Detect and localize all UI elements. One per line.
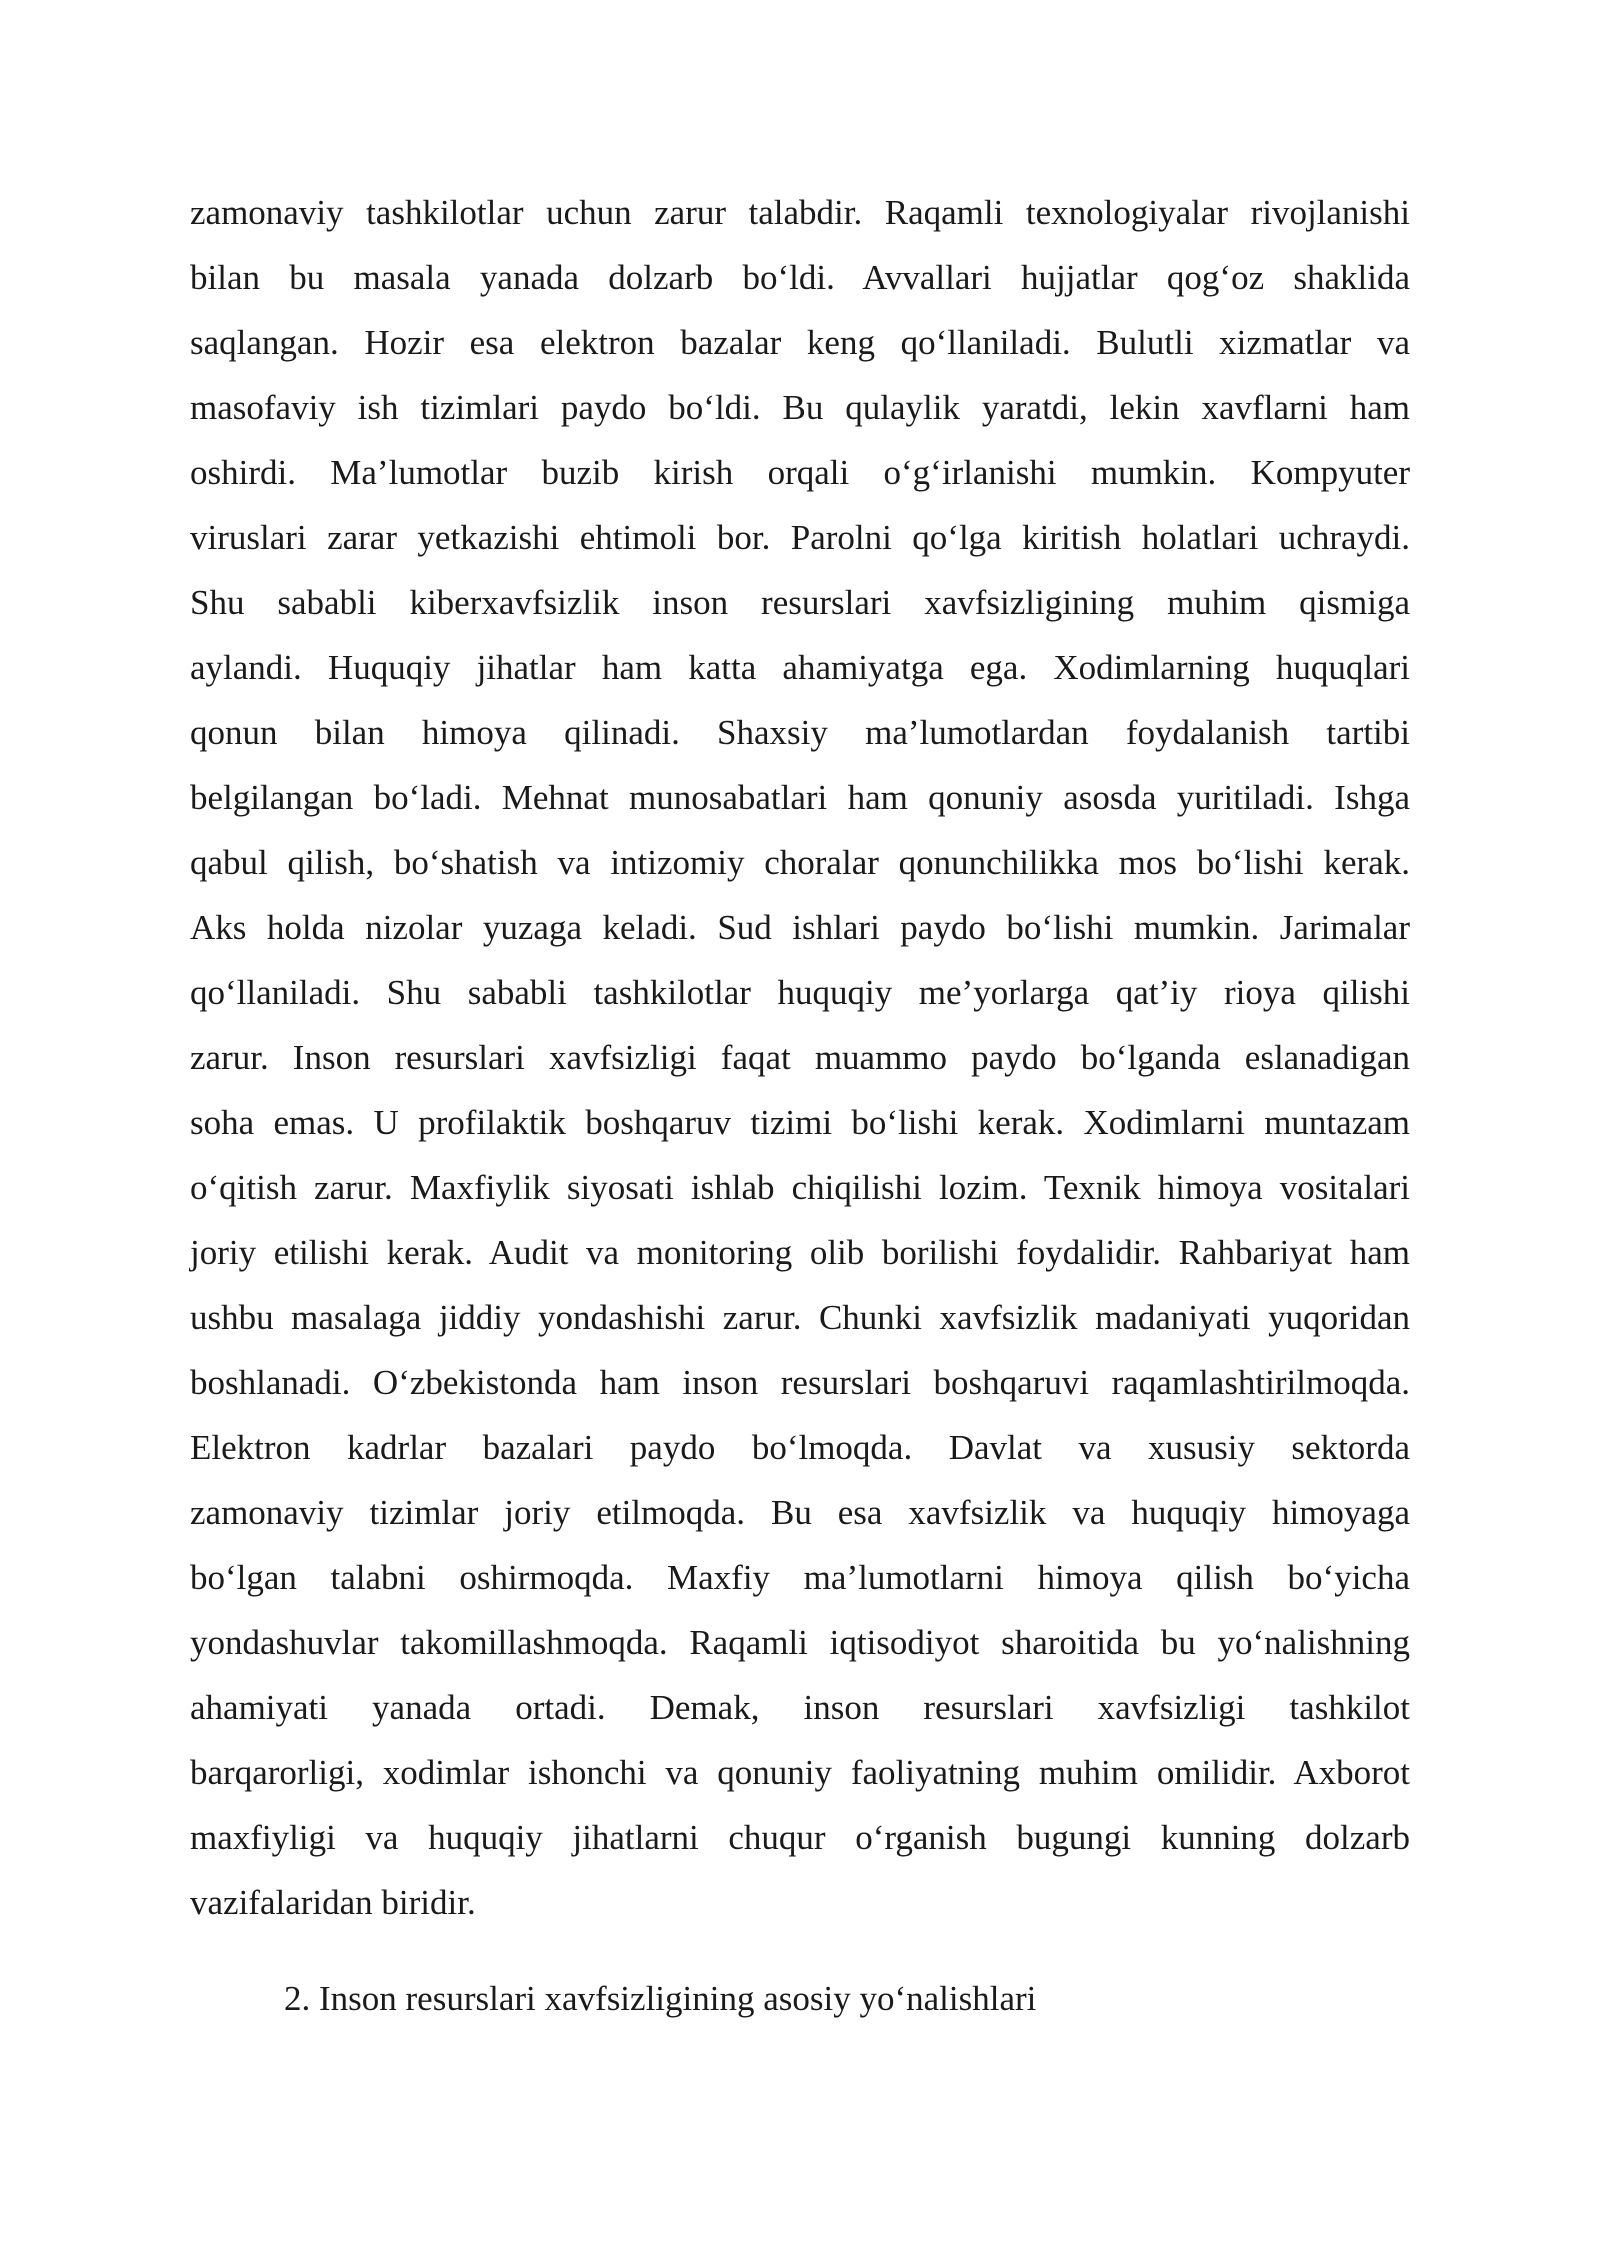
paragraph-line: boshlanadi. O‘zbekistonda ham inson resurslari boshqaruvi raqamlashtirilmoqda. <box>190 1363 1410 1402</box>
paragraph-line: oshirdi. Ma’lumotlar buzib kirish orqali o‘g‘irlanishi mumkin. Kompyuter <box>190 453 1410 492</box>
paragraph-line: zamonaviy tizimlar joriy etilmoqda. Bu esa xavfsizlik va huquqiy himoyaga <box>190 1493 1410 1532</box>
paragraph-line: aylandi. Huquqiy jihatlar ham katta ahamiyatga ega. Xodimlarning huquqlari <box>190 648 1410 687</box>
paragraph-line: saqlangan. Hozir esa elektron bazalar keng qo‘llaniladi. Bulutli xizmatlar va <box>190 323 1410 362</box>
paragraph-line: yondashuvlar takomillashmoqda. Raqamli iqtisodiyot sharoitida bu yo‘nalishning <box>190 1623 1410 1662</box>
paragraph-line: Elektron kadrlar bazalari paydo bo‘lmoqda. Davlat va xususiy sektorda <box>190 1428 1410 1467</box>
paragraph-line: maxfiyligi va huquqiy jihatlarni chuqur o‘rganish bugungi kunning dolzarb <box>190 1818 1410 1857</box>
paragraph-line: bo‘lgan talabni oshirmoqda. Maxfiy ma’lumotlarni himoya qilish bo‘yicha <box>190 1558 1410 1597</box>
section-heading: 2. Inson resurslari xavfsizligining asosiy yo‘nalishlari <box>284 1979 1037 2018</box>
paragraph-line: Shu sababli kiberxavfsizlik inson resurslari xavfsizligining muhim qismiga <box>190 583 1410 622</box>
paragraph-line: ahamiyati yanada ortadi. Demak, inson resurslari xavfsizligi tashkilot <box>190 1688 1410 1727</box>
paragraph-line: belgilangan bo‘ladi. Mehnat munosabatlari ham qonuniy asosda yuritiladi. Ishga <box>190 778 1410 817</box>
paragraph-line: soha emas. U profilaktik boshqaruv tizimi bo‘lishi kerak. Xodimlarni muntazam <box>190 1103 1410 1142</box>
paragraph-line: Aks holda nizolar yuzaga keladi. Sud ishlari paydo bo‘lishi mumkin. Jarimalar <box>190 908 1410 947</box>
paragraph-line: qonun bilan himoya qilinadi. Shaxsiy ma’lumotlardan foydalanish tartibi <box>190 713 1410 752</box>
paragraph-line: o‘qitish zarur. Maxfiylik siyosati ishlab chiqilishi lozim. Texnik himoya vositalari <box>190 1168 1410 1207</box>
paragraph-line: vazifalaridan biridir. <box>190 1883 476 1922</box>
paragraph-line: ushbu masalaga jiddiy yondashishi zarur. Chunki xavfsizlik madaniyati yuqoridan <box>190 1298 1410 1337</box>
paragraph-line: zamonaviy tashkilotlar uchun zarur talabdir. Raqamli texnologiyalar rivojlanishi <box>190 193 1410 232</box>
paragraph-line: bilan bu masala yanada dolzarb bo‘ldi. Avvallari hujjatlar qog‘oz shaklida <box>190 258 1410 297</box>
paragraph-line: joriy etilishi kerak. Audit va monitoring olib borilishi foydalidir. Rahbariyat ham <box>190 1233 1410 1272</box>
paragraph-line: masofaviy ish tizimlari paydo bo‘ldi. Bu qulaylik yaratdi, lekin xavflarni ham <box>190 388 1410 427</box>
paragraph-line: viruslari zarar yetkazishi ehtimoli bor. Parolni qo‘lga kiritish holatlari uchraydi. <box>190 518 1410 557</box>
paragraph-line: barqarorligi, xodimlar ishonchi va qonuniy faoliyatning muhim omilidir. Axborot <box>190 1753 1410 1792</box>
body-paragraph <box>190 180 1410 1935</box>
paragraph-line: zarur. Inson resurslari xavfsizligi faqat muammo paydo bo‘lganda eslanadigan <box>190 1038 1410 1077</box>
paragraph-line: qabul qilish, bo‘shatish va intizomiy choralar qonunchilikka mos bo‘lishi kerak. <box>190 843 1410 882</box>
paragraph-line: qo‘llaniladi. Shu sababli tashkilotlar huquqiy me’yorlarga qat’iy rioya qilishi <box>190 973 1410 1012</box>
